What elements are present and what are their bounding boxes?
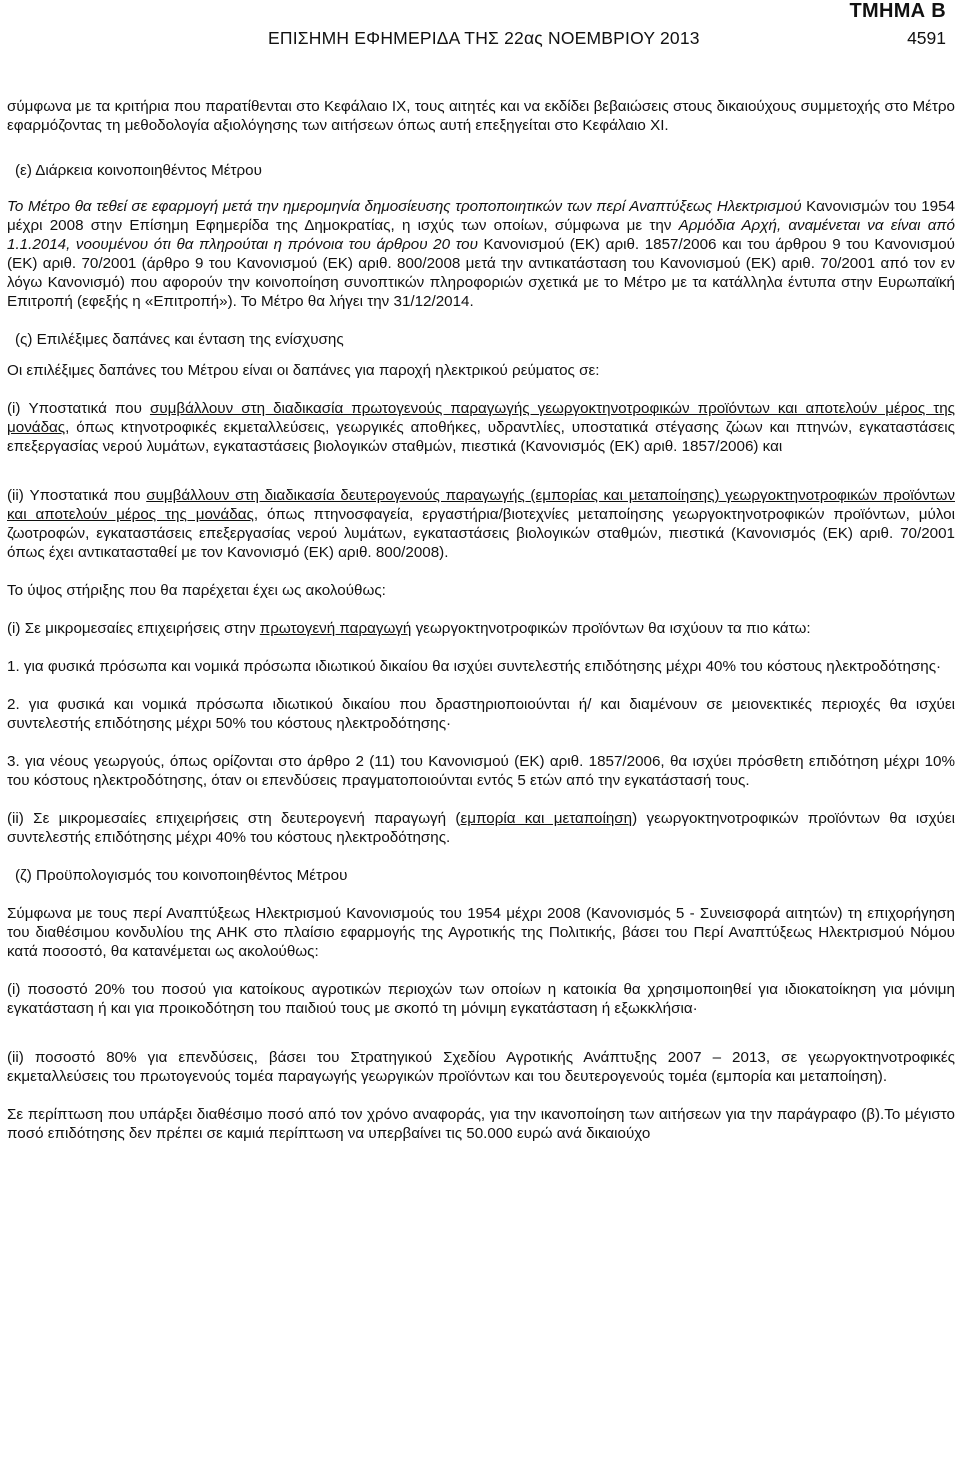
document-body	[7, 97, 955, 1143]
budget-item-i: (i) ποσοστό 20% του ποσού για κατοίκους αγροτικών περιοχών των οποίων η κατοικία θα χρησιμοποιηθεί για ιδιοκατοίκηση για μόνιμη εγκατάσταση ή και για προικοδότηση του παιδιού τους με σκοπό τη μόνιμη εγκατάσταση ή εξωκκλήσια·	[7, 981, 955, 1017]
text-span: ) γεωργοκτηνοτροφικών προϊόντων θα ισχύει συντελεστής επιδότησης μέχρι 40% του κόστους ηλεκτροδότησης.	[7, 810, 955, 846]
small-business-primary	[7, 619, 955, 638]
rate-item-3: 3. για νέους γεωργούς, όπως ορίζονται στο άρθρο 2 (11) του Κανονισμού (ΕΚ) αριθ. 1857/2006, θα ισχύει πρόσθετη επιδότηση μέχρι 10% του κόστους ηλεκτροδότησης, όταν οι επενδύσεις πραγματοποιούνται εντός 5 ετών από την εγκατάστασή τους.	[7, 753, 955, 789]
text-span: , όπως κτηνοτροφικές εκμεταλλεύσεις, γεωργικές αποθήκες, υδραντλίες, υποστατικά στέγασης ζώων και πτηνών, εγκαταστάσεις επεξεργασίας νερού λυμάτων, εγκαταστάσεις βιολογικών σταθμών, πιεστικά (Κανονισμός (ΕΚ) αριθ. 1857/2006) και	[7, 419, 955, 455]
underlined-span: συμβάλλουν στη διαδικασία πρωτογενούς παραγωγής γεωργοκτηνοτροφικών προϊόντων και αποτελούν μέρος της μονάδας	[7, 400, 955, 436]
underlined-span: εμπορία και μεταποίηση	[460, 810, 633, 827]
underlined-span: συμβάλλουν στη διαδικασία δευτερογενούς παραγωγής (εμπορίας και μεταποίησης) γεωργοκτηνοτροφικών προϊόντων και αποτελούν μέρος της μονάδας	[7, 487, 955, 523]
rate-item-1: 1. για φυσικά πρόσωπα και νομικά πρόσωπα ιδιωτικού δικαίου θα ισχύει συντελεστής επιδότησης μέχρι 40% του κόστους ηλεκτροδότησης·	[7, 658, 942, 675]
text-span: (ii) Σε μικρομεσαίες επιχειρήσεις στη δευτερογενή παραγωγή (	[7, 810, 461, 827]
budget-final-paragraph: Σε περίπτωση που υπάρξει διαθέσιμο ποσό από τον χρόνο αναφοράς, για την ικανοποίηση των αιτήσεων για την παράγραφο (β).Το μέγιστο ποσό επιδότησης δεν πρέπει σε καμιά περίπτωση να υπερβαίνει τις 50.000 ευρώ ανά δικαιούχο	[7, 1106, 955, 1142]
text-span: Κανονισμού (ΕΚ) αριθ. 1857/2006 και του άρθρου 9 του Κανονισμού (ΕΚ) αριθ. 70/2001 (άρθρο 9 του Κανονισμού (ΕΚ) αριθ. 800/2008 μετά την αντικατάσταση του Κανονισμού (ΕΚ) αριθ. 70/2001 από τον εν λόγω Κανονισμό) που αφορούν την κοινοποίηση συνοπτικών πληροφοριών σχετικά με το Μέτρο με τα κατάλληλα έντυπα στην Ευρωπαϊκή Επιτροπή (εφεξής η «Επιτροπή»). Το Μέτρο θα λήγει την 31/12/2014.	[7, 236, 955, 310]
text-span: (ii) Υποστατικά που	[7, 487, 147, 504]
text-span: (i) Σε μικρομεσαίες επιχειρήσεις στην	[7, 620, 260, 637]
budget-item-ii: (ii) ποσοστό 80% για επενδύσεις, βάσει του Στρατηγικού Σχεδίου Αγροτικής Ανάπτυξης 2007 – 2013, σε γεωργοκτηνοτροφικές εκμεταλλεύσεις του πρωτογενούς τομέα παραγωγής γεωργικών προϊόντων και του δευτερογενούς τομέα (εμπορία και μεταποίηση).	[7, 1049, 955, 1085]
text-span: Το Μέτρο θα τεθεί σε εφαρμογή μετά την ημερομηνία δημοσίευσης τροποποιητικών των περί Αναπτύξεως Ηλεκτρισμού	[7, 198, 802, 215]
page-number: 4591	[907, 28, 946, 48]
text-span: Αρμόδια Αρχή, αναμένεται να είναι από 1.1.2014, νοουμένου ότι θα πληρούται η πρόνοια του άρθρου 20 του	[7, 217, 955, 253]
budget-paragraph: Σύμφωνα με τους περί Αναπτύξεως Ηλεκτρισμού Κανονισμούς του 1954 μέχρι 2008 (Κανονισμός 5 - Συνεισφορά αιτητών) τη επιχορήγηση του διαθέσιμου κονδυλίου της ΑΗΚ στο πλαίσιο εφαρμογής της Αγροτικής της Πολιτικής, βάσει του Περί Αναπτύξεως Ηλεκτρισμού Νόμου κατά ποσοστό, θα κατανέμεται ως ακολούθως:	[7, 905, 955, 960]
text-span: (i) Υποστατικά που	[7, 400, 150, 417]
eligible-item-ii	[7, 486, 955, 562]
text-span: γεωργοκτηνοτροφικών προϊόντων θα ισχύουν τα πιο κάτω:	[411, 620, 811, 637]
rate-item-2: 2. για φυσικά και νομικά πρόσωπα ιδιωτικού δικαίου που δραστηριοποιούνται ή/ και διαμένουν σε μειονεκτικές περιοχές θα ισχύει συντελεστής επιδότησης μέχρι 50% του κόστους ηλεκτροδότησης·	[7, 696, 955, 732]
support-level-intro: Το ύψος στήριξης που θα παρέχεται έχει ως ακολούθως:	[7, 582, 386, 599]
eligible-item-i	[7, 399, 955, 456]
section-st-heading: (ς) Επιλέξιμες δαπάνες και ένταση της ενίσχυσης	[15, 331, 344, 348]
underlined-span: πρωτογενή παραγωγή	[259, 620, 412, 637]
text-span: , όπως πτηνοσφαγεία, εργαστήρια/βιοτεχνίες μεταποίησης γεωργοκτηνοτροφικών προϊόντων, μύλοι ζωοτροφών, εγκαταστάσεις επεξεργασίας νερού λυμάτων, εγκαταστάσεις βιολογικών σταθμών, πιεστικά (Κανονισμός (ΕΚ) αριθ. 70/2001 όπως έχει αντικατασταθεί με τον Κανονισμό (ΕΚ) αριθ. 800/2008).	[7, 506, 955, 561]
gazette-title: ΕΠΙΣΗΜΗ ΕΦΗΜΕΡΙΔΑ ΤΗΣ 22ας ΝΟΕΜΒΡΙΟΥ 2013	[268, 28, 700, 48]
text-span: Κανονισμών του 1954 μέχρι 2008 στην Επίσημη Εφημερίδα της Δημοκρατίας, η ισχύς των οποίων, σύμφωνα με την	[7, 198, 955, 234]
section-st-intro: Οι επιλέξιμες δαπάνες του Μέτρου είναι οι δαπάνες για παροχή ηλεκτρικού ρεύματος σε:	[7, 362, 600, 379]
section-label: ΤΜΗΜΑ Β	[849, 0, 946, 22]
section-e-heading: (ε) Διάρκεια κοινοποιηθέντος Μέτρου	[15, 162, 262, 179]
small-business-secondary	[7, 809, 955, 847]
section-e-paragraph	[7, 197, 955, 311]
intro-paragraph: σύμφωνα με τα κριτήρια που παρατίθενται στο Κεφάλαιο ΙΧ, τους αιτητές και να εκδίδει βεβαιώσεις στους δικαιούχους συμμετοχής στο Μέτρο εφαρμόζοντας τη μεθοδολογία αξιολόγησης των αιτήσεων όπως αυτή επεξηγείται στο Κεφάλαιο ΧΙ.	[7, 98, 955, 134]
section-z-heading: (ζ) Προϋπολογισμός του κοινοποιηθέντος Μέτρου	[15, 867, 348, 884]
